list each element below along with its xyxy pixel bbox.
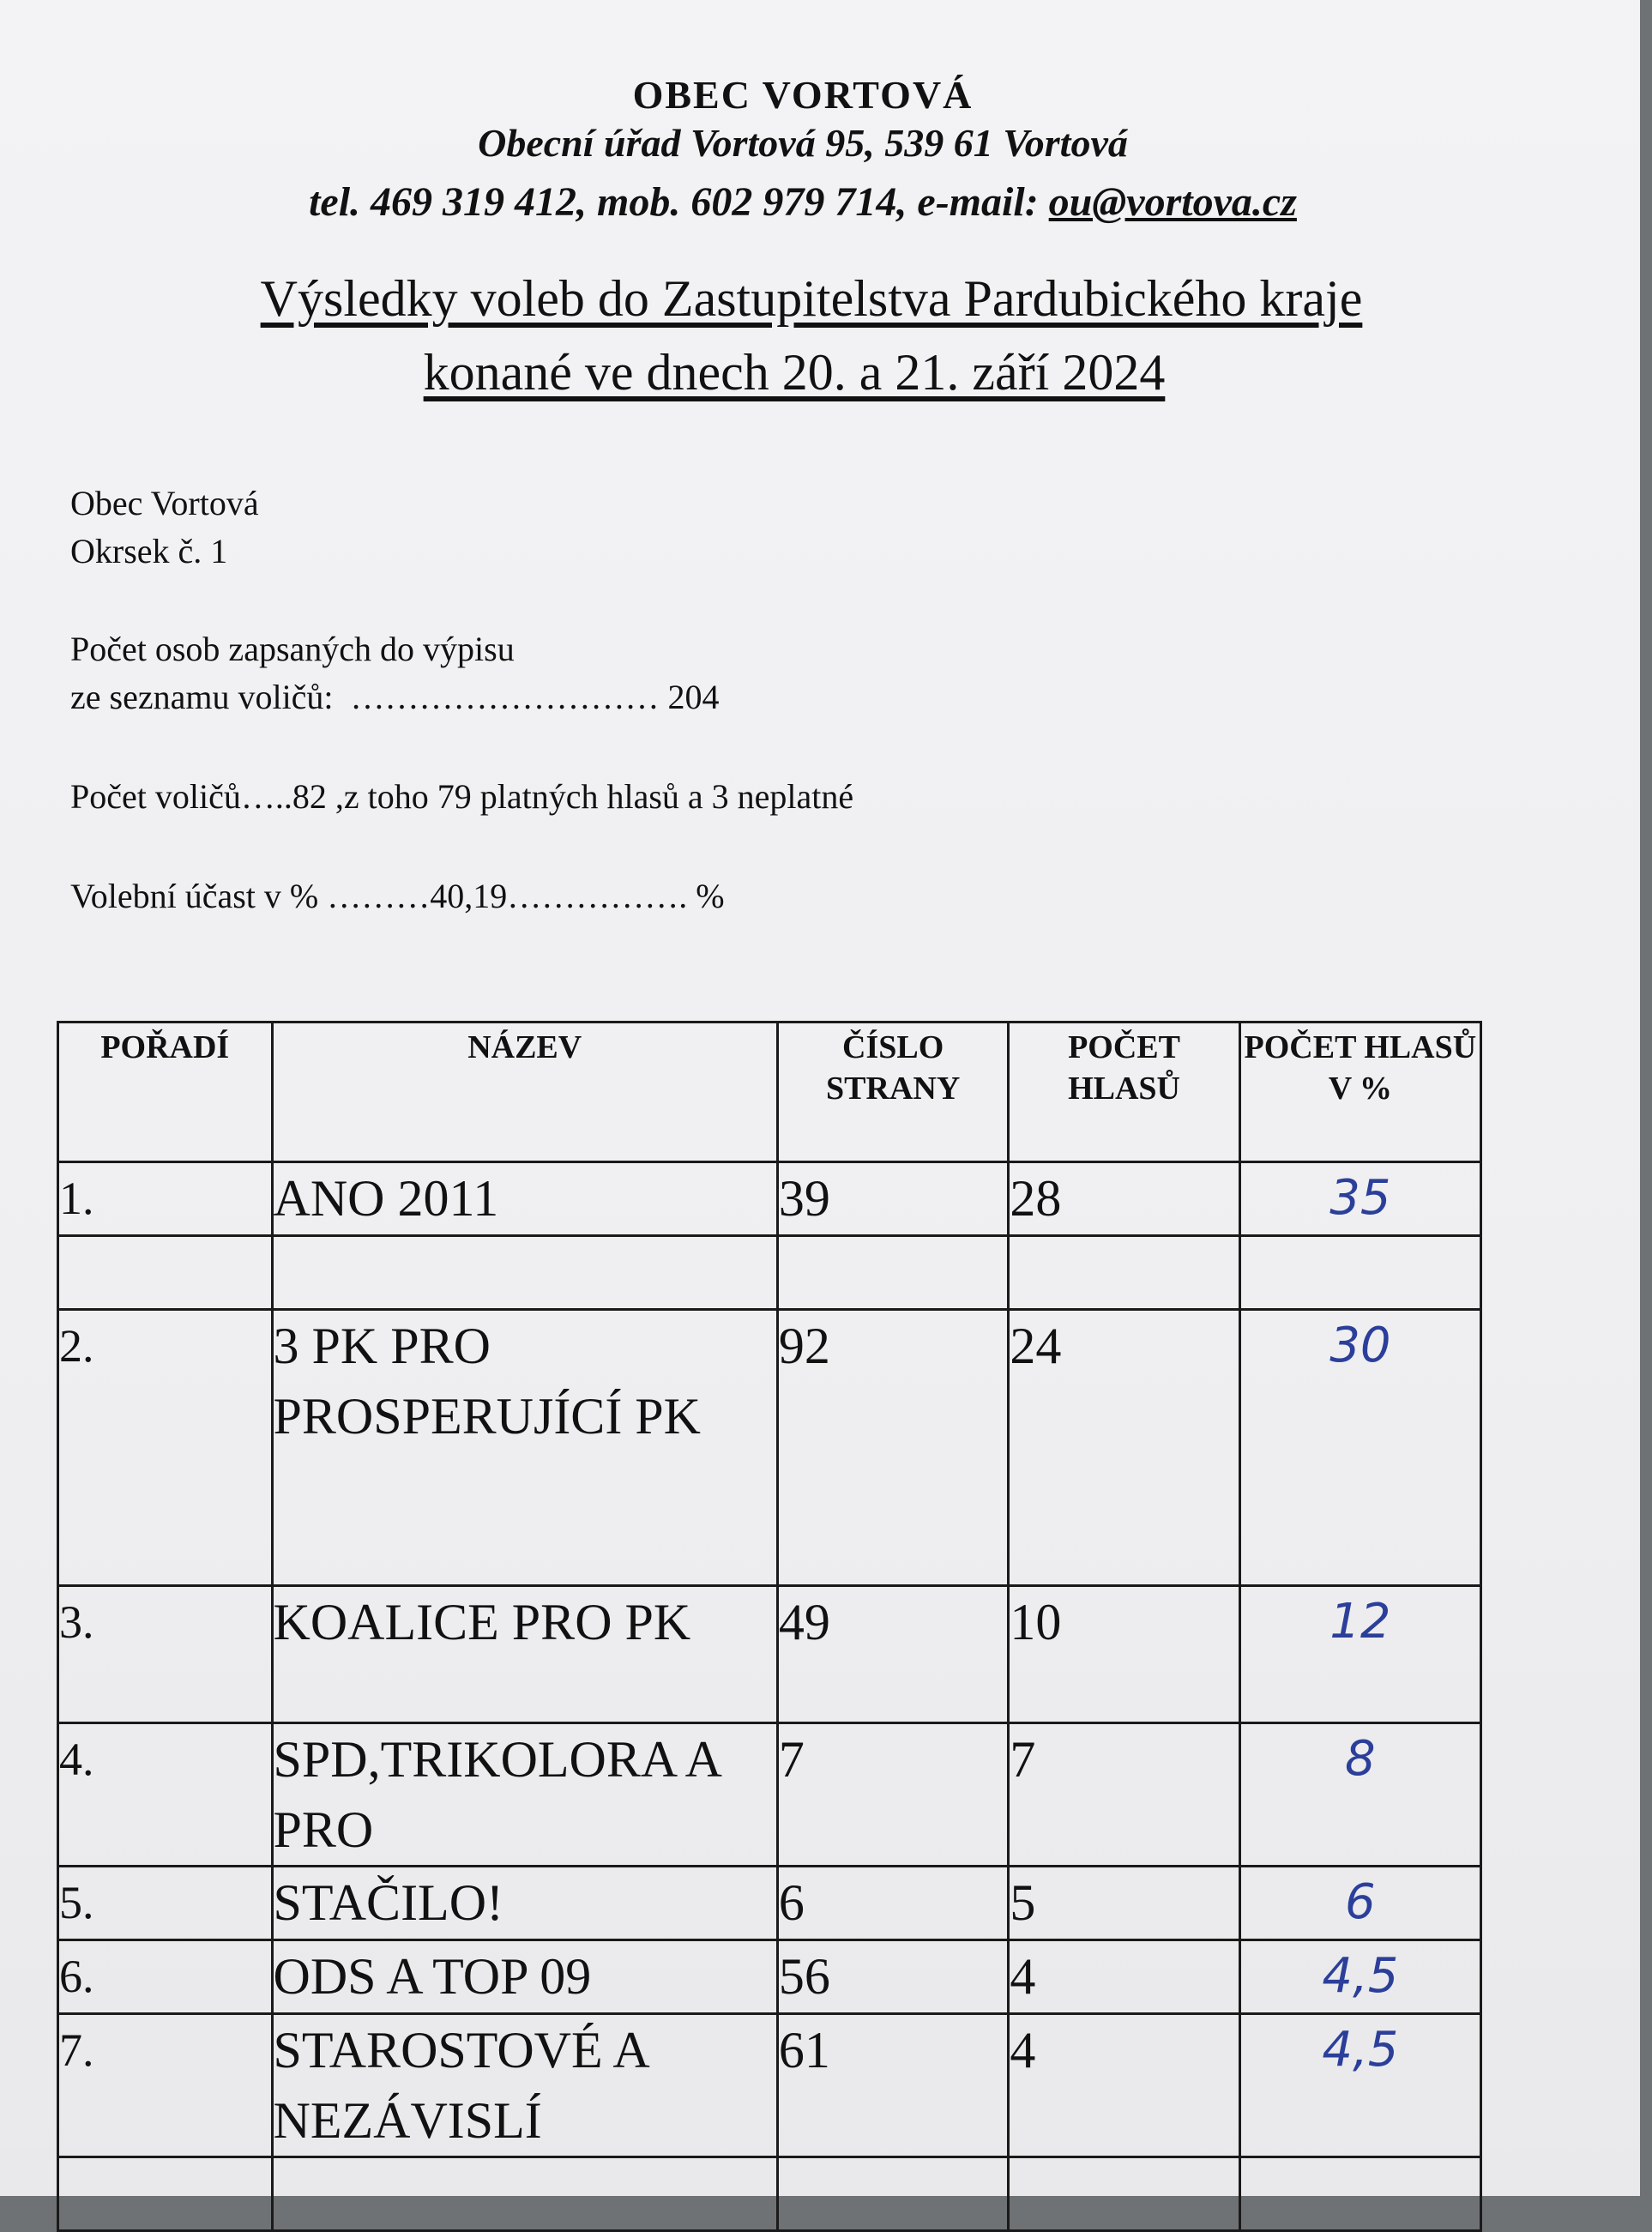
row-votes-pct: 4,5 — [1239, 1940, 1480, 2014]
row-order: 6. — [58, 1940, 273, 2014]
row-votes: 4 — [1009, 2014, 1239, 2157]
row-party-number: 39 — [777, 1162, 1008, 1236]
row-name: SPD,TRIKOLORA A PRO — [272, 1723, 777, 1867]
table-header-row — [58, 1022, 1481, 1162]
row-party-number: 6 — [777, 1867, 1008, 1940]
office-contact — [0, 178, 1623, 226]
header-order: POŘADÍ — [58, 1022, 273, 1162]
row-votes-pct: 12 — [1239, 1586, 1480, 1723]
document-title-line2: konané ve dnech 20. a 21. září 2024 — [423, 344, 1166, 401]
row-order: 7. — [58, 2014, 273, 2157]
row-name: ODS A TOP 09 — [272, 1940, 777, 2014]
row-party-number: 61 — [777, 2014, 1008, 2157]
row-votes: 7 — [1009, 1723, 1239, 1867]
row-name: 3 PK PRO PROSPERUJÍCÍ PK — [272, 1310, 777, 1586]
table-row — [58, 1310, 1481, 1586]
row-votes: 28 — [1009, 1162, 1239, 1236]
results-table — [57, 1021, 1482, 2232]
voters-count: Počet voličů…..82 ,z toho 79 platných hlasů a 3 neplatné — [70, 777, 854, 816]
row-order: 1. — [58, 1162, 273, 1236]
district-line: Okrsek č. 1 — [70, 532, 228, 570]
row-votes-pct: 30 — [1239, 1310, 1480, 1586]
header-votes-pct: POČET HLASŮ V % — [1239, 1022, 1480, 1162]
registered-voters-label: Počet osob zapsaných do výpisu — [70, 630, 515, 668]
municipality-name: OBEC VORTOVÁ — [632, 73, 974, 117]
header-party-number: ČÍSLO STRANY — [777, 1022, 1008, 1162]
row-order: 3. — [58, 1586, 273, 1723]
row-name: ANO 2011 — [272, 1162, 777, 1236]
row-order: 4. — [58, 1723, 273, 1867]
row-name: STAČILO! — [272, 1867, 777, 1940]
table-row — [58, 1723, 1481, 1867]
table-row — [58, 1867, 1481, 1940]
row-party-number: 49 — [777, 1586, 1008, 1723]
document-title-line1: Výsledky voleb do Zastupitelstva Pardubického kraje — [260, 270, 1363, 327]
row-party-number: 7 — [777, 1723, 1008, 1867]
office-address: Obecní úřad Vortová 95, 539 61 Vortová — [478, 121, 1128, 165]
row-votes: 10 — [1009, 1586, 1239, 1723]
table-row-empty — [58, 2157, 1481, 2231]
turnout: Volební účast v % ………40,19……………. % — [70, 877, 725, 915]
row-votes: 4 — [1009, 1940, 1239, 2014]
row-order: 5. — [58, 1867, 273, 1940]
row-party-number: 56 — [777, 1940, 1008, 2014]
table-row — [58, 2014, 1481, 2157]
row-name: KOALICE PRO PK — [272, 1586, 777, 1723]
row-party-number: 92 — [777, 1310, 1008, 1586]
row-votes: 24 — [1009, 1310, 1239, 1586]
contact-phones: tel. 469 319 412, mob. 602 979 714, e-mail: — [309, 179, 1049, 225]
contact-email: ou@vortova.cz — [1048, 179, 1297, 225]
row-votes-pct: 8 — [1239, 1723, 1480, 1867]
row-name: STAROSTOVÉ A NEZÁVISLÍ — [272, 2014, 777, 2157]
municipality-line: Obec Vortová — [70, 484, 259, 522]
row-votes-pct: 4,5 — [1239, 2014, 1480, 2157]
row-votes-pct: 35 — [1239, 1162, 1480, 1236]
table-row-empty — [58, 1236, 1481, 1310]
table-row — [58, 1586, 1481, 1723]
header-name: NÁZEV — [272, 1022, 777, 1162]
table-row — [58, 1940, 1481, 2014]
row-order: 2. — [58, 1310, 273, 1586]
table-row — [58, 1162, 1481, 1236]
row-votes-pct: 6 — [1239, 1867, 1480, 1940]
header-votes: POČET HLASŮ — [1009, 1022, 1239, 1162]
row-votes: 5 — [1009, 1867, 1239, 1940]
registered-voters-value: ze seznamu voličů: ……………………… 204 — [70, 678, 720, 716]
